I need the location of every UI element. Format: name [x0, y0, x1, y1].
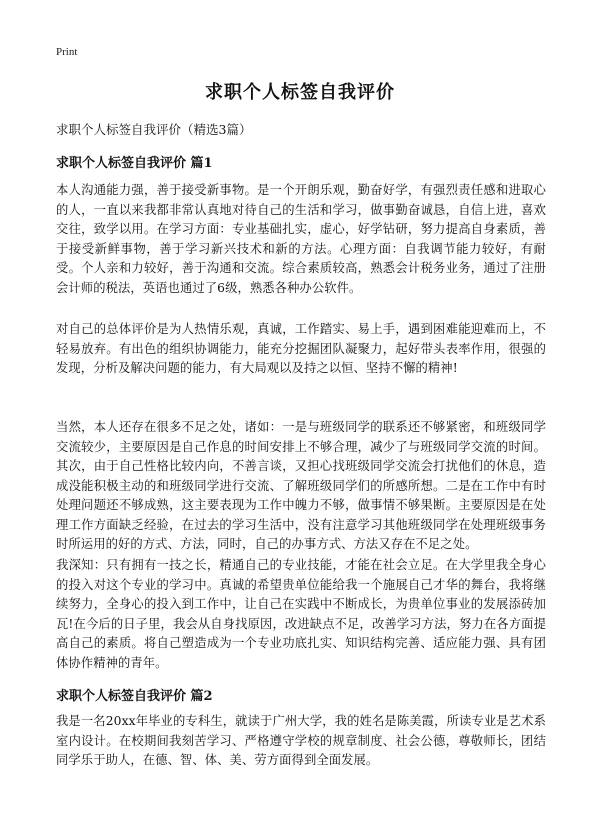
page-title: 求职个人标签自我评价 [205, 82, 395, 103]
paragraph-1-3: 当然，本人还存在很多不足之处，诸如：一是与班级同学的联系还不够紧密，和班级同学交流较少，主要原因是自己作息的时间安排上不够合理，减少了与班级同学交流的时间。其次，由于自己性格比较内向，不善言谈，又担心找班级同学交流会打扰他们的休息，造成没能积极主动的和班级同学进行交流、了解班级同学们的所感所想。二是在工作中有时处理问题还不够成熟，这主要表现为工作中魄力不够，做事情不够果断。主要原因是在处理工作方面缺乏经验，在过去的学习生活中，没有注意学习其他班级同学在处理班级事务时所运用的好的方式、方法，同时，自己的办事方式、方法又存在不足之处。 [56, 420, 546, 551]
paragraph-2-1: 我是一名20xx年毕业的专科生，就读于广州大学，我的姓名是陈美霞，所读专业是艺术系室内设计。在校期间我刻苦学习、严格遵守学校的规章制度、社会公德，尊敬师长，团结同学乐于助人，在德、智、体、美、劳方面得到全面发展。 [56, 714, 546, 767]
paragraph-1-2: 对自己的总体评价是为人热情乐观，真诚，工作踏实、易上手，遇到困难能迎难而上，不轻易放弃。有出色的组织协调能力，能充分挖掘团队凝聚力，起好带头表率作用，很强的发现，分析及解决问题的能力，有大局观以及持之以恒、坚持不懈的精神! [56, 322, 546, 375]
document-subtitle: 求职个人标签自我评价（精选3篇） [56, 122, 252, 137]
section-heading-1: 求职个人标签自我评价 篇1 [56, 156, 213, 171]
paragraph-1-4: 我深知：只有拥有一技之长，精通自己的专业技能，才能在社会立足。在大学里我全身心的投入对这个专业的学习中。真诚的希望贵单位能给我一个施展自己才华的舞台，我将继续努力，全身心的投入到工作中，让自己在实践中不断成长，为贵单位事业的发展添砖加瓦!在今后的日子里，我会从自身找原因，改进缺点不足，改善学习方法，努力在各方面提高自己的素质。将自己塑造成为一个专业功底扎实、知识结构完善、适应能力强、具有团体协作精神的青年。 [56, 558, 546, 670]
section-heading-2: 求职个人标签自我评价 篇2 [56, 689, 213, 704]
print-link[interactable]: Print [56, 46, 78, 58]
paragraph-1-1: 本人沟通能力强，善于接受新事物。是一个开朗乐观，勤奋好学，有强烈责任感和进取心的人，一直以来我都非常认真地对待自己的生活和学习，做事勤奋诚恳，自信上进，喜欢交往，致学以用。在学习方面：专业基础扎实，虚心，好学钻研，努力提高自身素质，善于接受新鲜事物，善于学习新兴技术和新的方法。心理方面：自我调节能力较好，有耐受。个人亲和力较好，善于沟通和交流。综合素质较高，熟悉会计税务业务，通过了注册会计师的税法，英语也通过了6级，熟悉各种办公软件。 [56, 183, 546, 295]
